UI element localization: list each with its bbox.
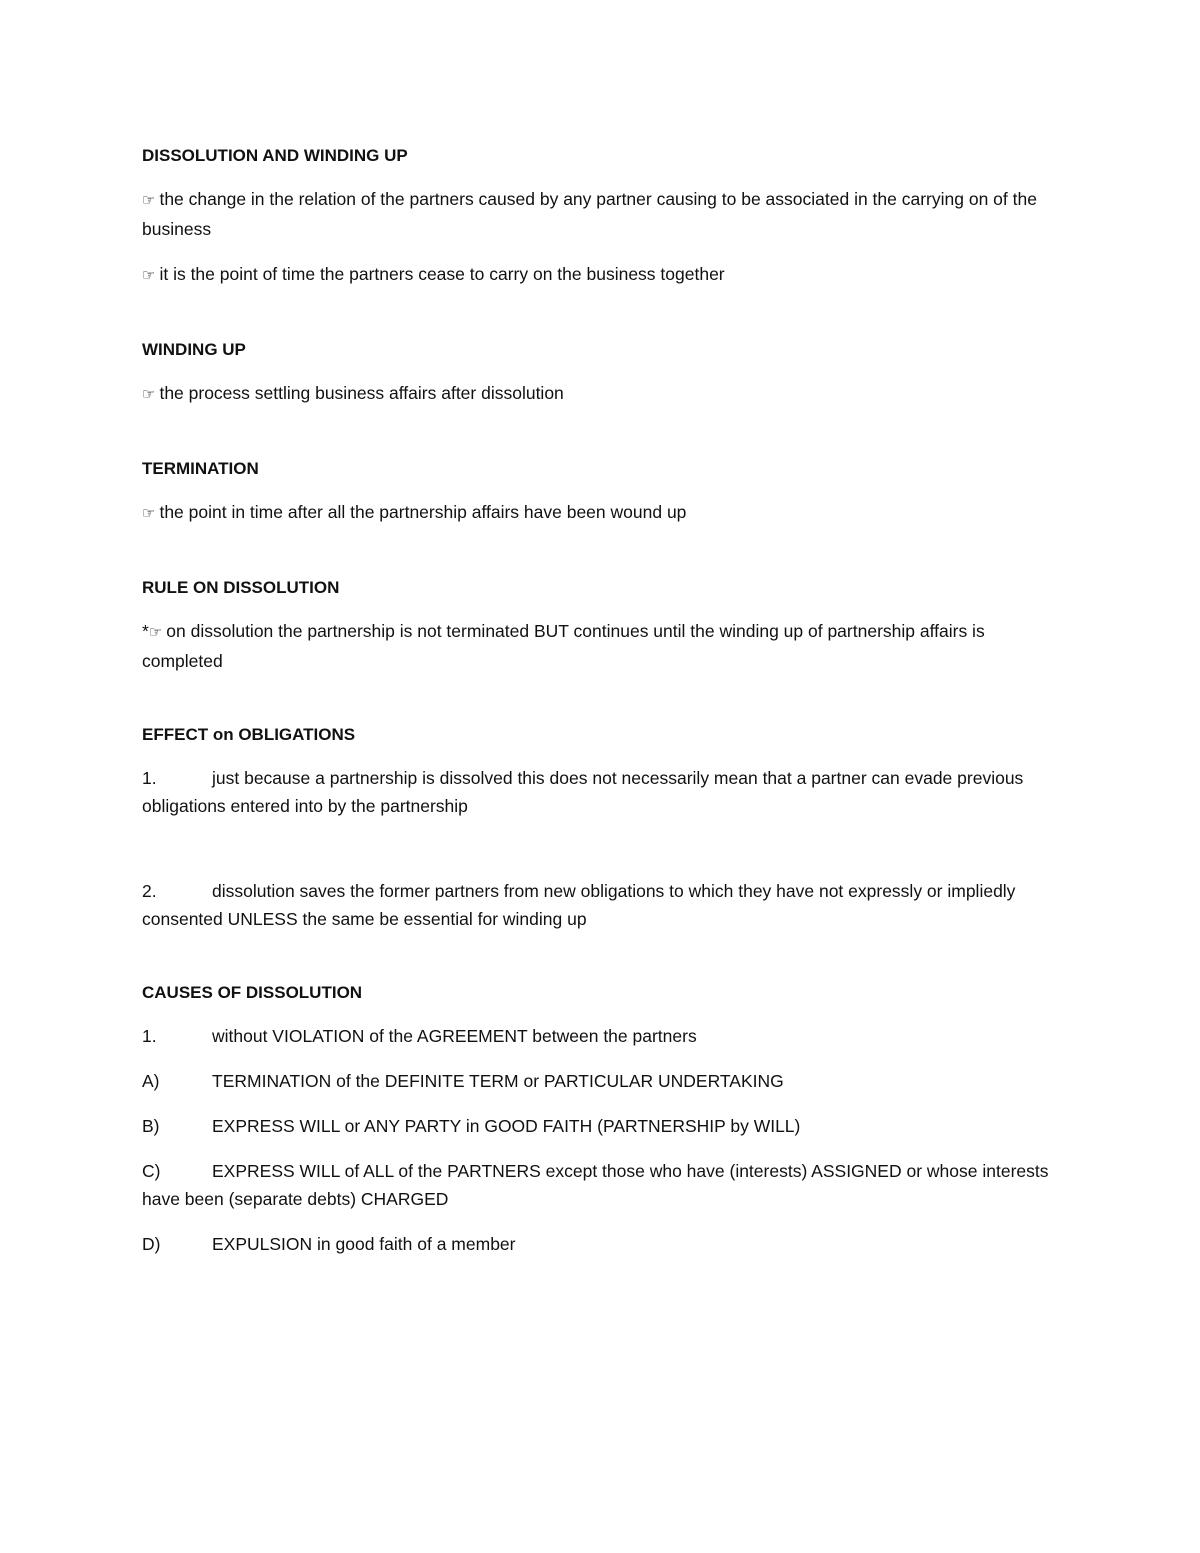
item-text: EXPRESS WILL of ALL of the PARTNERS except those who have (interests) ASSIGNED or whose interests have been (separate debts) CHARGED xyxy=(142,1161,1049,1209)
section-heading: RULE ON DISSOLUTION xyxy=(142,578,340,597)
item-text: EXPRESS WILL or ANY PARTY in GOOD FAITH (PARTNERSHIP by WILL) xyxy=(212,1116,801,1136)
item-text: dissolution saves the former partners from new obligations to which they have not expressly or impliedly consented UNLESS the same be essential for winding up xyxy=(142,881,1016,929)
section-heading: WINDING UP xyxy=(142,340,246,359)
item-number: A) xyxy=(142,1071,160,1091)
document-page xyxy=(142,144,1062,1258)
item-number: B) xyxy=(142,1116,160,1136)
bullet-item xyxy=(142,379,1062,409)
hand-pointer-icon: ☞ xyxy=(142,192,156,209)
numbered-item xyxy=(142,1112,1062,1140)
item-text: just because a partnership is dissolved this does not necessarily mean that a partner can evade previous obligations entered into by the partnership xyxy=(142,768,1024,816)
section-heading: CAUSES OF DISSOLUTION xyxy=(142,983,363,1002)
numbered-item xyxy=(142,1230,1062,1258)
item-number: C) xyxy=(142,1161,161,1181)
numbered-item xyxy=(142,877,1062,933)
numbered-item xyxy=(142,1067,1062,1095)
numbered-item xyxy=(142,764,1062,820)
bullet-item xyxy=(142,260,1062,290)
numbered-item xyxy=(142,1022,1062,1050)
hand-pointer-icon: ☞ xyxy=(142,386,156,403)
item-number: D) xyxy=(142,1234,161,1254)
bullet-text: on dissolution the partnership is not terminated BUT continues until the winding up of partnership affairs is completed xyxy=(142,621,985,671)
bullet-item xyxy=(142,617,1062,675)
hand-pointer-icon: ☞ xyxy=(142,505,156,522)
bullet-text: the point in time after all the partnership affairs have been wound up xyxy=(159,502,687,522)
bullet-item xyxy=(142,498,1062,528)
item-number: 1. xyxy=(142,768,157,788)
section-heading: TERMINATION xyxy=(142,459,259,478)
bullet-item xyxy=(142,185,1062,243)
bullet-text: it is the point of time the partners cease to carry on the business together xyxy=(159,264,725,284)
bullet-text: the change in the relation of the partners caused by any partner causing to be associated in the carrying on of the business xyxy=(142,189,1037,239)
section-heading: EFFECT on OBLIGATIONS xyxy=(142,725,356,744)
section-heading: DISSOLUTION AND WINDING UP xyxy=(142,146,408,165)
item-number: 1. xyxy=(142,1026,157,1046)
numbered-item xyxy=(142,1157,1062,1213)
bullet-text: the process settling business affairs after dissolution xyxy=(159,383,564,403)
item-text: TERMINATION of the DEFINITE TERM or PARTICULAR UNDERTAKING xyxy=(212,1071,784,1091)
hand-pointer-icon: ☞ xyxy=(142,267,156,284)
item-text: EXPULSION in good faith of a member xyxy=(212,1234,516,1254)
item-number: 2. xyxy=(142,881,157,901)
asterisk-prefix: * xyxy=(142,621,149,641)
item-text: without VIOLATION of the AGREEMENT between the partners xyxy=(212,1026,697,1046)
hand-pointer-icon: ☞ xyxy=(148,624,163,641)
